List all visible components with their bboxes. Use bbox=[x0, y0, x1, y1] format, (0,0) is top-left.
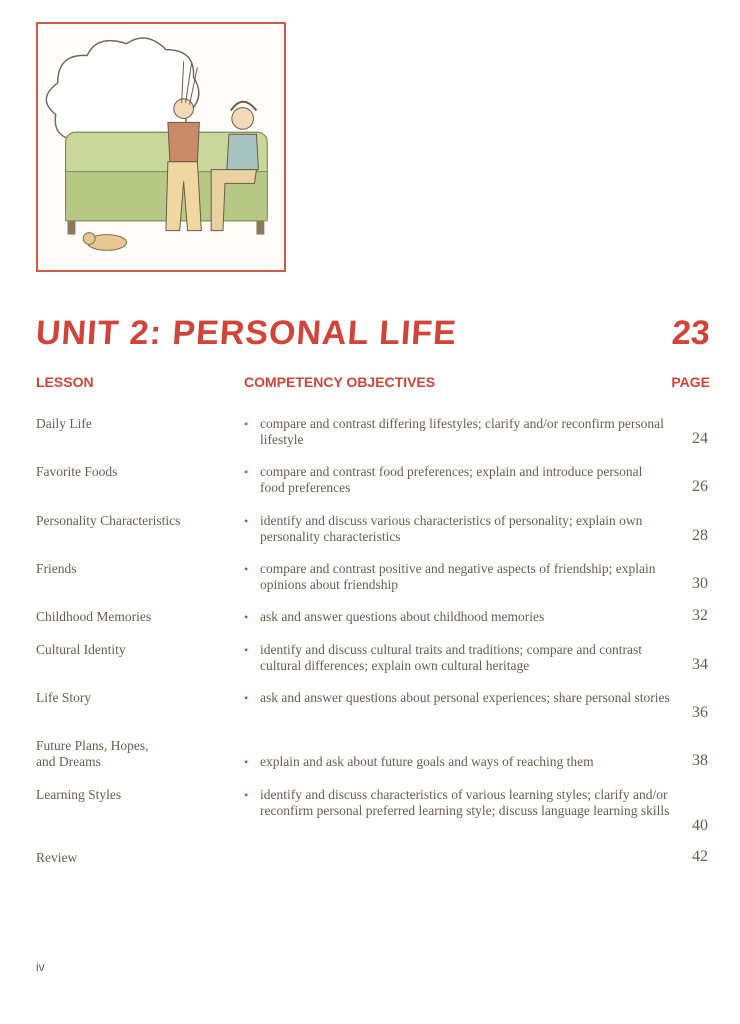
competency-objective: identify and discuss cultural traits and traditions; compare and contrast cultural differences; explain own cultural heritage bbox=[260, 642, 643, 673]
page-number: 24 bbox=[692, 430, 708, 447]
page-number: 40 bbox=[692, 817, 708, 834]
page-number: 42 bbox=[692, 848, 708, 865]
lesson-name: Friends bbox=[36, 561, 77, 576]
lesson-name: Review bbox=[36, 850, 78, 865]
lesson-name: Daily Life bbox=[36, 416, 92, 431]
lesson-name: Childhood Memories bbox=[36, 609, 152, 624]
competency-objective: ask and answer questions about childhood memories bbox=[260, 609, 545, 624]
page-number: 38 bbox=[692, 752, 708, 769]
page-number: 32 bbox=[692, 607, 708, 624]
competency-objective: compare and contrast positive and negative aspects of friendship; explain opinions about friendship bbox=[260, 561, 656, 592]
bullet-icon: • bbox=[244, 417, 249, 431]
unit-page-number: 23 bbox=[670, 314, 712, 352]
lesson-name: Life Story bbox=[36, 690, 92, 705]
lesson-name: Learning Styles bbox=[36, 787, 122, 802]
bullet-icon: • bbox=[244, 465, 249, 479]
cartoon-people-on-couch-image bbox=[38, 24, 284, 270]
page-number: 36 bbox=[692, 704, 708, 721]
bullet-icon: • bbox=[244, 610, 249, 624]
page-number: 28 bbox=[692, 527, 708, 544]
competency-objective: compare and contrast food preferences; explain and introduce personal food preferences bbox=[260, 464, 643, 495]
page-column-header: PAGE bbox=[671, 374, 710, 390]
folio-page-number: iv bbox=[36, 960, 45, 974]
unit-illustration bbox=[36, 22, 286, 272]
competency-objective: identify and discuss characteristics of various learning styles; clarify and/or reconfirm personal preferred learning style; discuss language learning skills bbox=[260, 787, 670, 818]
bullet-icon: • bbox=[244, 562, 249, 576]
lesson-name: Cultural Identity bbox=[36, 642, 126, 657]
competency-objective: compare and contrast differing lifestyles; clarify and/or reconfirm personal lifestyle bbox=[260, 416, 664, 447]
lesson-name: Favorite Foods bbox=[36, 464, 118, 479]
lesson-name: Future Plans, Hopes, and Dreams bbox=[36, 738, 149, 769]
page-number: 26 bbox=[692, 478, 708, 495]
bullet-icon: • bbox=[244, 691, 249, 705]
lesson-name: Personality Characteristics bbox=[36, 513, 181, 528]
competency-objective: explain and ask about future goals and ways of reaching them bbox=[260, 754, 594, 769]
objectives-column-header: COMPETENCY OBJECTIVES bbox=[244, 374, 436, 390]
unit-title: UNIT 2: PERSONAL LIFE bbox=[34, 314, 459, 352]
competency-objective: identify and discuss various characteristics of personality; explain own personality characteristics bbox=[260, 513, 643, 544]
competency-objective: ask and answer questions about personal experiences; share personal stories bbox=[260, 690, 670, 705]
bullet-icon: • bbox=[244, 643, 249, 657]
bullet-icon: • bbox=[244, 788, 249, 802]
page-number: 34 bbox=[692, 656, 708, 673]
lesson-column-header: LESSON bbox=[36, 374, 94, 390]
bullet-icon: • bbox=[244, 755, 249, 769]
bullet-icon: • bbox=[244, 514, 249, 528]
page-number: 30 bbox=[692, 575, 708, 592]
